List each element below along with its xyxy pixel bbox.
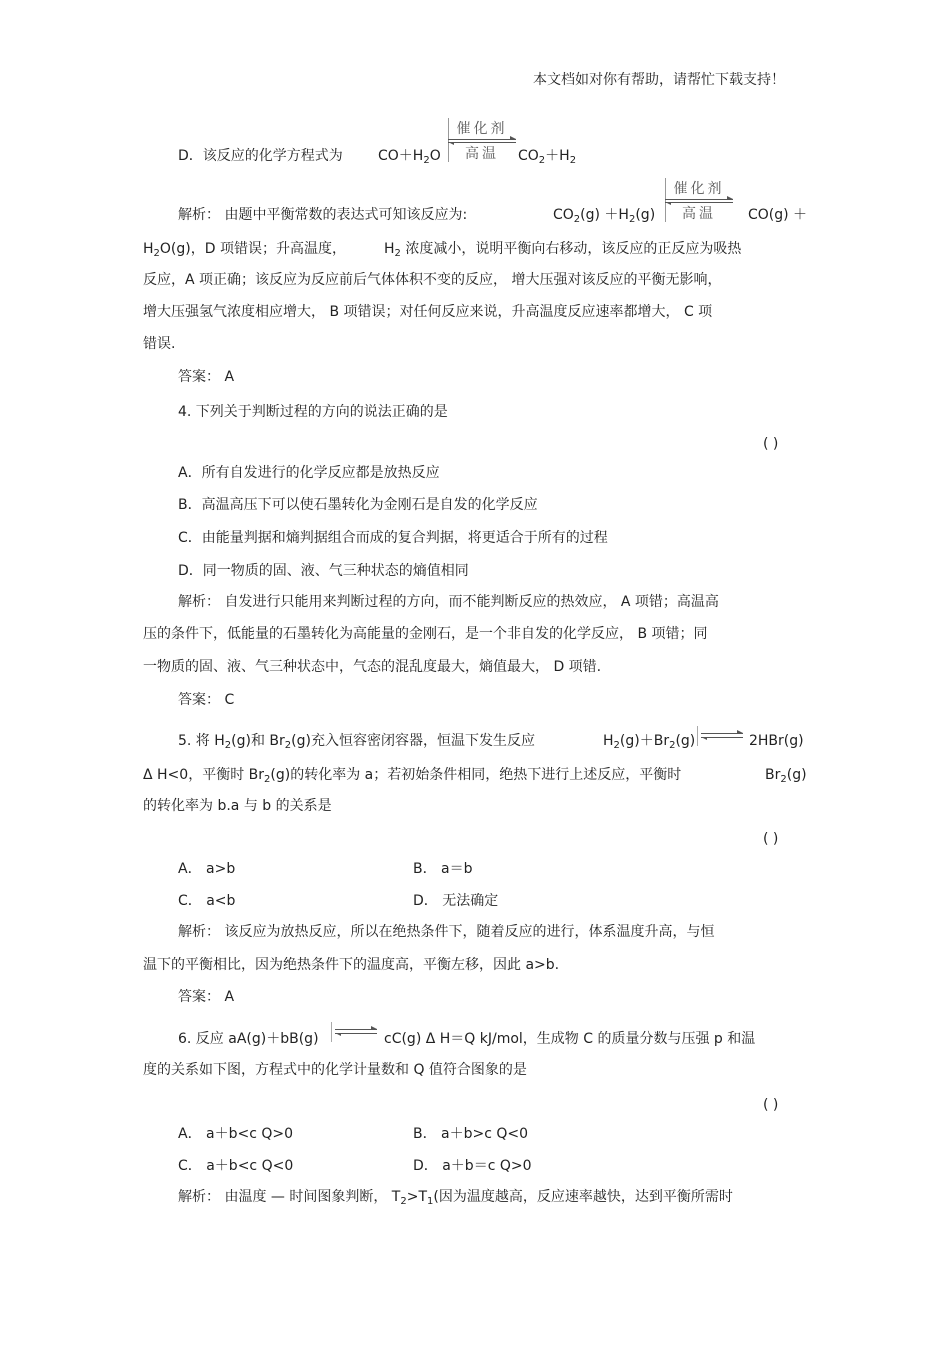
q4-option-d: D．同一物质的固、液、气三种状态的熵值相同	[178, 563, 469, 579]
subscript: 2	[264, 774, 271, 785]
eq-text: CO	[518, 148, 539, 164]
q3-analysis-line5: 错误.	[143, 336, 176, 352]
q4-option-b: B．高温高压下可以使石墨转化为金刚石是自发的化学反应	[178, 497, 538, 513]
text: H	[143, 241, 154, 257]
q4-answer: 答案： C	[178, 692, 235, 708]
q3-option-d-eq-right	[518, 146, 576, 168]
q3-option-d	[178, 146, 343, 166]
q3-answer: 答案： A	[178, 369, 235, 385]
subscript: 2	[284, 740, 292, 751]
text: O(g)，D 项错误；升高温度，	[159, 241, 346, 257]
q5-analysis-line1: 解析： 该反应为放热反应，所以在绝热条件下，随着反应的进行，体系温度升高，与恒	[178, 924, 715, 940]
text: (g)＋Br	[619, 733, 670, 749]
text: H	[603, 733, 614, 749]
q3-analysis-line3: 反应，A 项正确；该反应为反应前后气体体积不变的反应， 增大压强对该反应的平衡无影响，	[143, 272, 722, 288]
frame-line	[697, 726, 698, 746]
q4-option-c: C．由能量判据和熵判据组合而成的复合判据，将更适合于所有的过程	[178, 530, 608, 546]
q6-stem-cont: cC(g) Δ H＝Q kJ/mol，生成物 C 的质量分数与压强 p 和温	[384, 1031, 756, 1047]
reverse-arrow	[701, 737, 743, 738]
eq-text: (g) ＋H	[580, 207, 629, 223]
subscript: 2	[538, 155, 546, 166]
q3-analysis-line1: 解析： 由题中平衡常数的表达式可知该反应为:	[178, 207, 468, 223]
reverse-arrow	[335, 1033, 377, 1034]
forward-arrow	[335, 1029, 377, 1030]
q5-stem-line3: 的转化率为 b.a 与 b 的关系是	[143, 798, 332, 814]
text: (g)的转化率为 a；若初始条件相同，绝热下进行上述反应，平衡时	[270, 767, 682, 783]
condition-label: 高温	[682, 206, 716, 222]
frame-line	[448, 118, 449, 162]
subscript: 2	[628, 214, 636, 225]
catalyst-arrow-symbol	[448, 118, 516, 162]
frame-line	[665, 178, 666, 222]
text: 浓度减小，说明平衡向右移动，该反应的正反应为吸热	[400, 241, 742, 257]
q3-analysis-line2	[143, 239, 741, 261]
q4-option-a: A．所有自发进行的化学反应都是放热反应	[178, 465, 440, 481]
text: Δ H<0，平衡时 Br	[143, 767, 265, 783]
q5-stem-line2	[143, 765, 681, 787]
frame-line	[331, 1022, 332, 1042]
q4-stem: 4. 下列关于判断过程的方向的说法正确的是	[178, 404, 448, 420]
reversible-arrow	[331, 1022, 381, 1042]
q3-analysis-line4: 增大压强氢气浓度相应增大， B 项错误；对任何反应来说，升高温度反应速率都增大， C 项	[143, 304, 713, 320]
q6-analysis-line1	[178, 1187, 733, 1209]
subscript: 2	[569, 155, 577, 166]
condition-label: 高温	[465, 146, 499, 162]
q5-answer-paren: ( )	[763, 831, 779, 847]
eq-text: ＋H	[545, 148, 570, 164]
q5-option-c: C． a<b	[178, 893, 236, 909]
subscript: 2	[224, 740, 232, 751]
q5-answer: 答案： A	[178, 989, 235, 1005]
catalyst-label: 催化剂	[673, 181, 725, 197]
subscript: 2	[780, 774, 787, 785]
q3-option-d-eq-left	[378, 146, 441, 168]
eq-text: O	[429, 148, 441, 164]
reversible-arrow	[697, 726, 747, 746]
forward-arrow	[665, 199, 733, 200]
q5-option-d: D． 无法确定	[413, 893, 499, 909]
subscript: 2	[153, 248, 160, 259]
subscript: 1	[427, 1196, 434, 1207]
q6-stem: 6. 反应 aA(g)＋bB(g)	[178, 1031, 319, 1047]
q5-option-b: B． a＝b	[413, 861, 473, 877]
q5-equation-right: 2HBr(g)	[749, 733, 804, 749]
q6-option-a: A． a＋b<c Q>0	[178, 1126, 294, 1142]
forward-arrow	[448, 139, 516, 140]
subscript: 2	[613, 740, 620, 751]
q4-analysis-line3: 一物质的固、液、气三种状态中，气态的混乱度最大，熵值最大， D 项错.	[143, 659, 602, 675]
eq-text: (g)	[635, 207, 656, 223]
subscript: 2	[394, 248, 401, 259]
q5-option-a: A． a>b	[178, 861, 236, 877]
q6-option-c: C． a＋b<c Q<0	[178, 1158, 294, 1174]
q6-stem-line2: 度的关系如下图，方程式中的化学计量数和 Q 值符合图象的是	[143, 1062, 527, 1078]
q6-answer-paren: ( )	[763, 1097, 779, 1113]
q3-option-d-text: D．该反应的化学方程式为	[178, 148, 343, 164]
q5-stem-line2-end	[765, 765, 807, 787]
q6-option-b: B． a＋b>c Q<0	[413, 1126, 529, 1142]
eq-text: CO＋H	[378, 148, 424, 164]
q5-analysis-line2: 温下的平衡相比，因为绝热条件下的温度高，平衡左移，因此 a>b.	[143, 957, 560, 973]
catalyst-arrow-symbol	[665, 178, 733, 222]
eq-text: CO	[553, 207, 574, 223]
page-header: 本文档如对你有帮助，请帮忙下载支持！	[533, 72, 785, 88]
q4-analysis-line2: 压的条件下，低能量的石墨转化为高能量的金刚石，是一个非自发的化学反应， B 项错；同	[143, 626, 708, 642]
subscript: 2	[423, 155, 430, 166]
q3-analysis-eq-right: CO(g) ＋	[748, 207, 808, 223]
text: 解析： 由温度 — 时间图象判断， T	[178, 1189, 401, 1205]
text: 5. 将 H	[178, 733, 225, 749]
subscript: 2	[573, 214, 581, 225]
q6-option-d: D． a＋b＝c Q>0	[413, 1158, 532, 1174]
q3-analysis-eq	[553, 205, 655, 227]
text: H	[383, 241, 395, 257]
q5-equation-left	[603, 731, 695, 753]
q4-analysis-line1: 解析： 自发进行只能用来判断过程的方向，而不能判断反应的热效应， A 项错；高温高	[178, 594, 719, 610]
q5-stem	[178, 731, 535, 753]
text: Br	[765, 767, 781, 783]
text: (因为温度越高，反应速率越快，达到平衡所需时	[433, 1189, 733, 1205]
subscript: 2	[669, 740, 676, 751]
text: (g)和 Br	[231, 733, 285, 749]
text: >T	[406, 1189, 428, 1205]
catalyst-label: 催化剂	[456, 121, 508, 137]
text: (g)充入恒容密闭容器，恒温下发生反应	[291, 733, 535, 749]
subscript: 2	[400, 1196, 407, 1207]
text: (g)	[786, 767, 807, 783]
text: (g)	[675, 733, 696, 749]
q4-answer-paren: ( )	[763, 436, 779, 452]
forward-arrow	[701, 733, 743, 734]
